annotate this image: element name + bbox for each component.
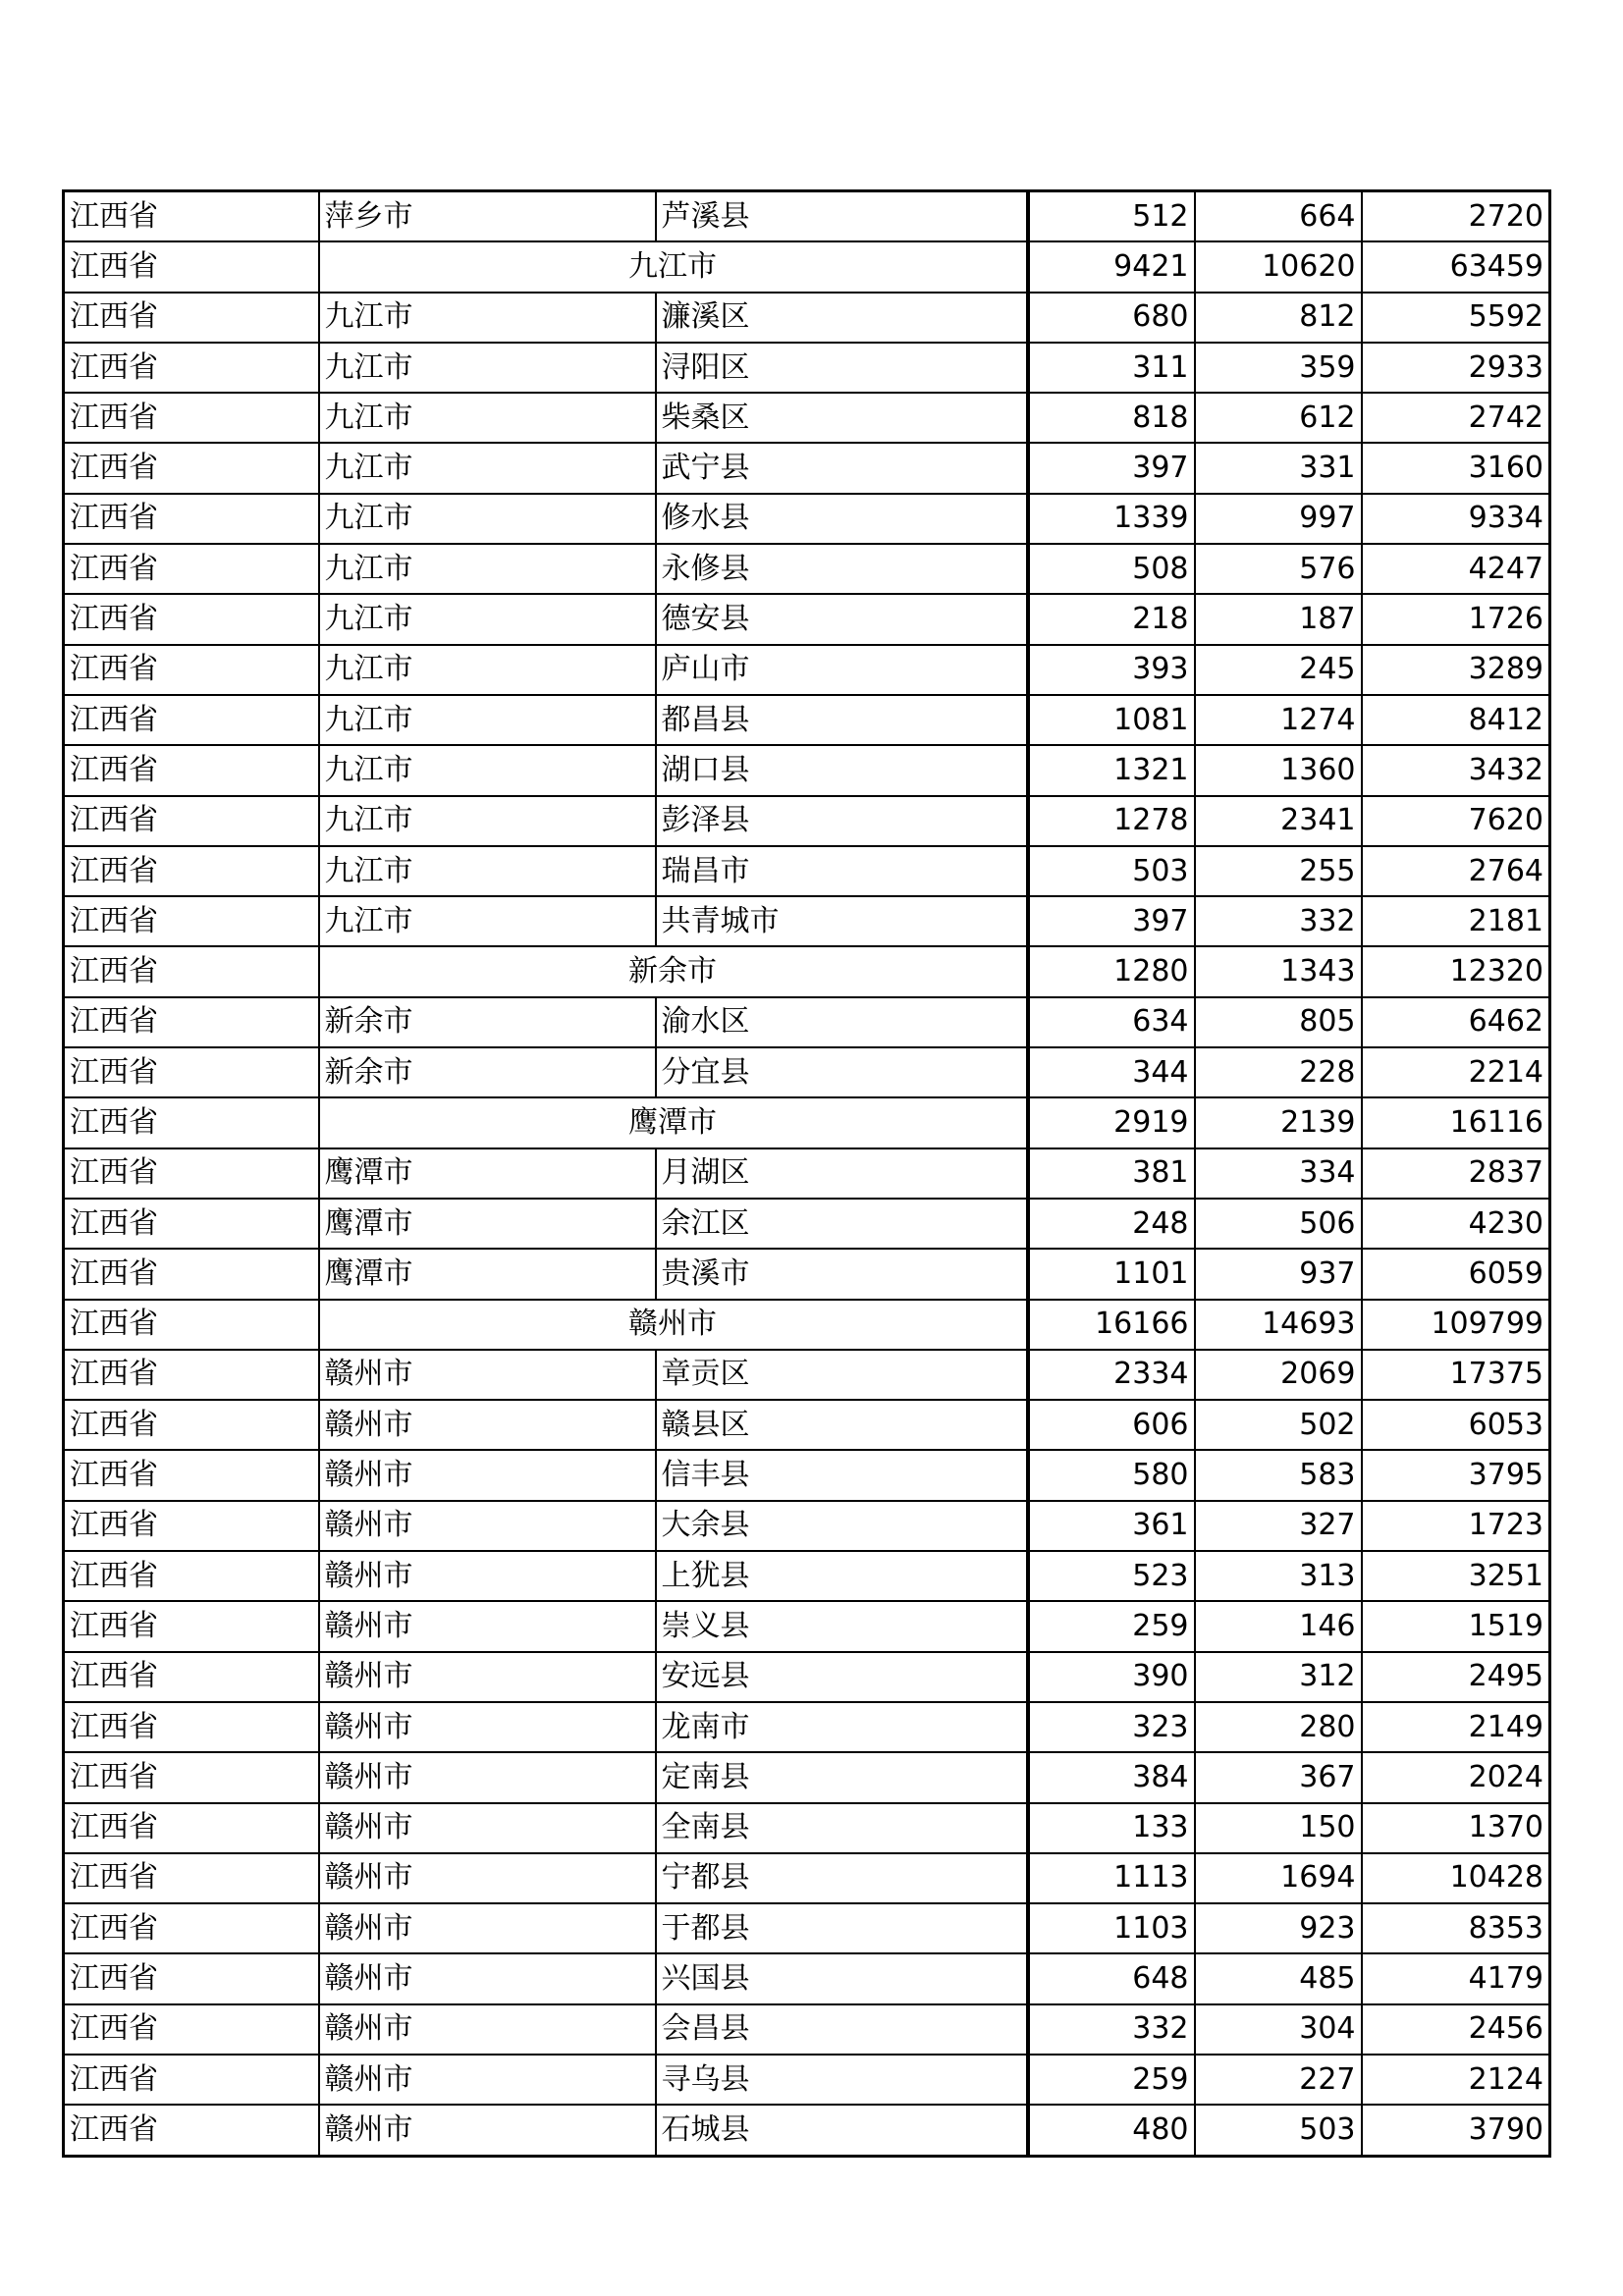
value-cell-3: 5592 [1362,293,1550,343]
value-cell-2: 805 [1195,997,1362,1047]
province-cell: 江西省 [64,1601,319,1651]
value-cell-2: 997 [1195,494,1362,544]
value-cell-1: 9421 [1028,241,1195,292]
value-cell-1: 1280 [1028,946,1195,996]
table-row [64,594,1550,644]
county-cell: 渝水区 [656,997,1028,1047]
county-cell: 分宜县 [656,1047,1028,1097]
value-cell-3: 1726 [1362,594,1550,644]
county-cell: 安远县 [656,1652,1028,1702]
value-cell-1: 480 [1028,2105,1195,2156]
value-cell-3: 17375 [1362,1350,1550,1400]
table-row [64,494,1550,544]
value-cell-2: 2139 [1195,1097,1362,1148]
value-cell-2: 367 [1195,1752,1362,1802]
city-cell: 赣州市 [319,1752,656,1802]
value-cell-2: 332 [1195,896,1362,946]
value-cell-2: 334 [1195,1148,1362,1199]
value-cell-3: 1370 [1362,1803,1550,1853]
value-cell-1: 218 [1028,594,1195,644]
city-subtotal-row [64,241,1550,292]
city-cell: 九江市 [319,846,656,896]
city-subtotal-row [64,1300,1550,1350]
value-cell-3: 16116 [1362,1097,1550,1148]
value-cell-1: 512 [1028,191,1195,242]
value-cell-2: 576 [1195,544,1362,594]
city-cell: 九江市 [319,293,656,343]
value-cell-1: 323 [1028,1702,1195,1752]
city-cell: 鹰潭市 [319,1148,656,1199]
value-cell-3: 3790 [1362,2105,1550,2156]
value-cell-3: 6462 [1362,997,1550,1047]
table-row [64,1501,1550,1551]
value-cell-1: 248 [1028,1199,1195,1249]
table-body [64,191,1550,2157]
county-cell: 兴国县 [656,1953,1028,2003]
table-row [64,544,1550,594]
table-row [64,1953,1550,2003]
value-cell-2: 245 [1195,645,1362,695]
city-cell: 新余市 [319,1047,656,1097]
table-row [64,2105,1550,2156]
value-cell-3: 6059 [1362,1249,1550,1299]
value-cell-2: 146 [1195,1601,1362,1651]
value-cell-1: 393 [1028,645,1195,695]
province-cell: 江西省 [64,1501,319,1551]
city-subtotal-row [64,946,1550,996]
county-cell: 大余县 [656,1501,1028,1551]
city-cell: 九江市 [319,796,656,846]
county-cell: 石城县 [656,2105,1028,2156]
province-cell: 江西省 [64,946,319,996]
value-cell-1: 361 [1028,1501,1195,1551]
city-cell: 赣州市 [319,1652,656,1702]
table-row [64,1148,1550,1199]
table-row [64,1853,1550,1903]
city-cell: 鹰潭市 [319,1249,656,1299]
value-cell-3: 2720 [1362,191,1550,242]
county-cell: 濂溪区 [656,293,1028,343]
table-row [64,896,1550,946]
table-row [64,443,1550,493]
county-cell: 会昌县 [656,2004,1028,2055]
table-row [64,1702,1550,1752]
table-row [64,1199,1550,1249]
city-cell: 九江市 [319,695,656,745]
value-cell-3: 6053 [1362,1400,1550,1450]
city-cell: 赣州市 [319,2055,656,2105]
value-cell-1: 332 [1028,2004,1195,2055]
city-cell: 赣州市 [319,1551,656,1601]
county-cell: 赣县区 [656,1400,1028,1450]
province-cell: 江西省 [64,2055,319,2105]
province-cell: 江西省 [64,594,319,644]
value-cell-3: 1519 [1362,1601,1550,1651]
county-cell: 武宁县 [656,443,1028,493]
value-cell-3: 2024 [1362,1752,1550,1802]
city-cell: 九江市 [319,745,656,795]
value-cell-2: 583 [1195,1450,1362,1500]
table-row [64,1752,1550,1802]
table-row [64,1249,1550,1299]
province-cell: 江西省 [64,997,319,1047]
value-cell-2: 923 [1195,1903,1362,1953]
value-cell-3: 63459 [1362,241,1550,292]
value-cell-3: 2124 [1362,2055,1550,2105]
table-row [64,997,1550,1047]
province-cell: 江西省 [64,1903,319,1953]
county-cell: 瑞昌市 [656,846,1028,896]
value-cell-1: 397 [1028,896,1195,946]
city-cell: 新余市 [319,997,656,1047]
province-cell: 江西省 [64,2004,319,2055]
value-cell-2: 312 [1195,1652,1362,1702]
county-cell: 共青城市 [656,896,1028,946]
county-cell: 全南县 [656,1803,1028,1853]
city-total-label-cell: 九江市 [319,241,1028,292]
province-cell: 江西省 [64,393,319,443]
value-cell-2: 485 [1195,1953,1362,2003]
city-cell: 赣州市 [319,1450,656,1500]
city-cell: 九江市 [319,594,656,644]
table-row [64,1551,1550,1601]
city-cell: 赣州市 [319,1903,656,1953]
value-cell-1: 523 [1028,1551,1195,1601]
city-cell: 赣州市 [319,1400,656,1450]
province-cell: 江西省 [64,645,319,695]
county-cell: 柴桑区 [656,393,1028,443]
province-cell: 江西省 [64,1953,319,2003]
county-cell: 浔阳区 [656,343,1028,393]
county-cell: 芦溪县 [656,191,1028,242]
province-cell: 江西省 [64,2105,319,2156]
city-cell: 赣州市 [319,1350,656,1400]
value-cell-2: 313 [1195,1551,1362,1601]
province-cell: 江西省 [64,896,319,946]
city-total-label-cell: 鹰潭市 [319,1097,1028,1148]
value-cell-3: 4230 [1362,1199,1550,1249]
county-cell: 宁都县 [656,1853,1028,1903]
value-cell-3: 2764 [1362,846,1550,896]
table-row [64,695,1550,745]
county-cell: 崇义县 [656,1601,1028,1651]
table-row [64,343,1550,393]
province-cell: 江西省 [64,1450,319,1500]
value-cell-1: 818 [1028,393,1195,443]
value-cell-3: 2495 [1362,1652,1550,1702]
value-cell-2: 280 [1195,1702,1362,1752]
county-cell: 上犹县 [656,1551,1028,1601]
province-cell: 江西省 [64,1148,319,1199]
value-cell-1: 503 [1028,846,1195,896]
value-cell-1: 1081 [1028,695,1195,745]
province-cell: 江西省 [64,1097,319,1148]
province-cell: 江西省 [64,191,319,242]
value-cell-2: 2341 [1195,796,1362,846]
value-cell-1: 381 [1028,1148,1195,1199]
value-cell-2: 10620 [1195,241,1362,292]
county-cell: 余江区 [656,1199,1028,1249]
value-cell-2: 812 [1195,293,1362,343]
value-cell-2: 228 [1195,1047,1362,1097]
province-cell: 江西省 [64,343,319,393]
value-cell-3: 8353 [1362,1903,1550,1953]
city-cell: 九江市 [319,494,656,544]
table-row [64,1803,1550,1853]
province-cell: 江西省 [64,241,319,292]
county-cell: 彭泽县 [656,796,1028,846]
value-cell-3: 2149 [1362,1702,1550,1752]
value-cell-3: 2933 [1362,343,1550,393]
county-cell: 永修县 [656,544,1028,594]
value-cell-3: 2456 [1362,2004,1550,2055]
value-cell-2: 1360 [1195,745,1362,795]
value-cell-3: 3160 [1362,443,1550,493]
table-row [64,191,1550,242]
table-row [64,846,1550,896]
value-cell-2: 503 [1195,2105,1362,2156]
value-cell-1: 1113 [1028,1853,1195,1903]
value-cell-2: 227 [1195,2055,1362,2105]
value-cell-1: 580 [1028,1450,1195,1500]
value-cell-1: 259 [1028,1601,1195,1651]
table-row [64,1400,1550,1450]
table-row [64,1047,1550,1097]
province-cell: 江西省 [64,443,319,493]
province-cell: 江西省 [64,1400,319,1450]
city-cell: 九江市 [319,343,656,393]
value-cell-2: 14693 [1195,1300,1362,1350]
city-cell: 赣州市 [319,1803,656,1853]
county-cell: 月湖区 [656,1148,1028,1199]
province-cell: 江西省 [64,1551,319,1601]
value-cell-2: 1343 [1195,946,1362,996]
province-cell: 江西省 [64,745,319,795]
value-cell-3: 7620 [1362,796,1550,846]
city-cell: 九江市 [319,393,656,443]
value-cell-3: 2742 [1362,393,1550,443]
province-cell: 江西省 [64,1047,319,1097]
value-cell-1: 634 [1028,997,1195,1047]
value-cell-1: 259 [1028,2055,1195,2105]
value-cell-3: 3795 [1362,1450,1550,1500]
value-cell-3: 1723 [1362,1501,1550,1551]
province-cell: 江西省 [64,1752,319,1802]
city-cell: 九江市 [319,443,656,493]
city-cell: 赣州市 [319,1702,656,1752]
value-cell-1: 397 [1028,443,1195,493]
value-cell-2: 331 [1195,443,1362,493]
value-cell-3: 8412 [1362,695,1550,745]
county-cell: 庐山市 [656,645,1028,695]
value-cell-1: 508 [1028,544,1195,594]
table-row [64,796,1550,846]
county-cell: 章贡区 [656,1350,1028,1400]
table-row [64,1903,1550,1953]
county-cell: 寻乌县 [656,2055,1028,2105]
value-cell-3: 2181 [1362,896,1550,946]
value-cell-3: 109799 [1362,1300,1550,1350]
value-cell-2: 1694 [1195,1853,1362,1903]
county-cell: 贵溪市 [656,1249,1028,1299]
city-cell: 赣州市 [319,1501,656,1551]
city-cell: 赣州市 [319,2004,656,2055]
province-cell: 江西省 [64,494,319,544]
province-cell: 江西省 [64,846,319,896]
value-cell-1: 606 [1028,1400,1195,1450]
table-row [64,393,1550,443]
value-cell-1: 1321 [1028,745,1195,795]
value-cell-1: 2919 [1028,1097,1195,1148]
value-cell-2: 506 [1195,1199,1362,1249]
value-cell-2: 359 [1195,343,1362,393]
city-cell: 赣州市 [319,1601,656,1651]
value-cell-3: 2214 [1362,1047,1550,1097]
province-cell: 江西省 [64,695,319,745]
table-row [64,2004,1550,2055]
value-cell-3: 3289 [1362,645,1550,695]
value-cell-3: 10428 [1362,1853,1550,1903]
value-cell-1: 1339 [1028,494,1195,544]
value-cell-2: 187 [1195,594,1362,644]
table-row [64,1652,1550,1702]
value-cell-1: 1278 [1028,796,1195,846]
city-cell: 萍乡市 [319,191,656,242]
value-cell-3: 3251 [1362,1551,1550,1601]
county-cell: 定南县 [656,1752,1028,1802]
table-row [64,1601,1550,1651]
data-table [62,189,1551,2158]
value-cell-2: 150 [1195,1803,1362,1853]
province-cell: 江西省 [64,1702,319,1752]
province-cell: 江西省 [64,544,319,594]
table-row [64,1350,1550,1400]
province-cell: 江西省 [64,1853,319,1903]
province-cell: 江西省 [64,1803,319,1853]
province-cell: 江西省 [64,1300,319,1350]
county-cell: 于都县 [656,1903,1028,1953]
city-total-label-cell: 赣州市 [319,1300,1028,1350]
value-cell-1: 1103 [1028,1903,1195,1953]
table-row [64,1450,1550,1500]
table-row [64,645,1550,695]
city-cell: 赣州市 [319,1953,656,2003]
province-cell: 江西省 [64,293,319,343]
city-cell: 鹰潭市 [319,1199,656,1249]
value-cell-2: 1274 [1195,695,1362,745]
county-cell: 德安县 [656,594,1028,644]
county-cell: 龙南市 [656,1702,1028,1752]
value-cell-2: 502 [1195,1400,1362,1450]
value-cell-2: 612 [1195,393,1362,443]
city-cell: 赣州市 [319,2105,656,2156]
county-cell: 信丰县 [656,1450,1028,1500]
city-total-label-cell: 新余市 [319,946,1028,996]
value-cell-1: 16166 [1028,1300,1195,1350]
province-cell: 江西省 [64,1350,319,1400]
value-cell-3: 2837 [1362,1148,1550,1199]
province-cell: 江西省 [64,1652,319,1702]
table-row [64,745,1550,795]
city-cell: 九江市 [319,896,656,946]
value-cell-1: 344 [1028,1047,1195,1097]
value-cell-2: 664 [1195,191,1362,242]
value-cell-3: 9334 [1362,494,1550,544]
table-row [64,293,1550,343]
value-cell-1: 2334 [1028,1350,1195,1400]
province-cell: 江西省 [64,1249,319,1299]
value-cell-1: 311 [1028,343,1195,393]
value-cell-2: 255 [1195,846,1362,896]
county-cell: 修水县 [656,494,1028,544]
province-cell: 江西省 [64,1199,319,1249]
table-row [64,2055,1550,2105]
province-cell: 江西省 [64,796,319,846]
value-cell-1: 680 [1028,293,1195,343]
value-cell-2: 2069 [1195,1350,1362,1400]
value-cell-3: 3432 [1362,745,1550,795]
city-cell: 九江市 [319,645,656,695]
city-subtotal-row [64,1097,1550,1148]
value-cell-3: 12320 [1362,946,1550,996]
value-cell-2: 327 [1195,1501,1362,1551]
city-cell: 赣州市 [319,1853,656,1903]
value-cell-3: 4247 [1362,544,1550,594]
value-cell-1: 384 [1028,1752,1195,1802]
value-cell-1: 1101 [1028,1249,1195,1299]
value-cell-1: 133 [1028,1803,1195,1853]
county-cell: 都昌县 [656,695,1028,745]
value-cell-3: 4179 [1362,1953,1550,2003]
county-cell: 湖口县 [656,745,1028,795]
value-cell-2: 937 [1195,1249,1362,1299]
value-cell-1: 648 [1028,1953,1195,2003]
value-cell-2: 304 [1195,2004,1362,2055]
city-cell: 九江市 [319,544,656,594]
value-cell-1: 390 [1028,1652,1195,1702]
